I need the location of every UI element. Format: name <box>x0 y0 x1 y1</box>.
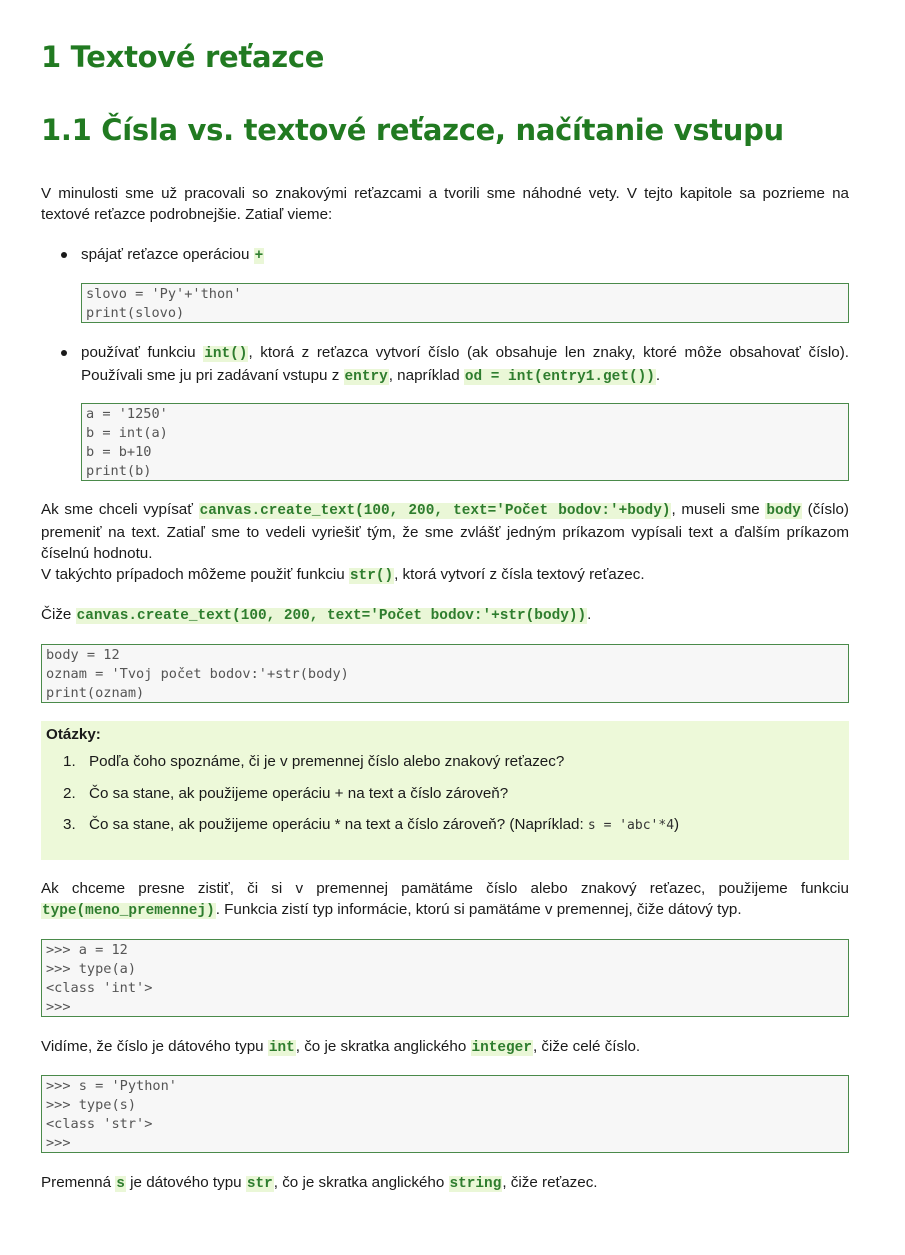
section-heading: 1.1 Čísla vs. textové reťazce, načítanie vstupu <box>41 113 784 147</box>
inline-code: int <box>268 1040 295 1056</box>
intro-paragraph: V minulosti sme už pracovali so znakovými reťazcami a tvorili sme náhodné vety. V tejto kapitole sa pozrieme na textové reťazce podrobnejšie. Zatiaľ vieme: <box>41 185 849 223</box>
paragraph: Premenná s je dátového typu str, čo je skratka anglického string, čiže reťazec. <box>41 1174 598 1192</box>
paragraph: Vidíme, že číslo je dátového typu int, čo je skratka anglického integer, čiže celé číslo. <box>41 1038 641 1056</box>
inline-code: s <box>116 1176 125 1192</box>
bullet-icon <box>61 350 67 356</box>
paragraph: V takýchto prípadoch môžeme použiť funkciu str(), ktorá vytvorí z čísla textový reťazec. <box>41 566 645 584</box>
inline-code: canvas.create_text(100, 200, text='Počet bodov:'+str(body)) <box>76 608 587 624</box>
inline-code: string <box>449 1176 502 1192</box>
code-block: body = 12 oznam = 'Tvoj počet bodov:'+str(body) print(oznam) <box>41 644 849 703</box>
paragraph: Čiže canvas.create_text(100, 200, text='Počet bodov:'+str(body)). <box>41 606 592 624</box>
inline-code: int() <box>204 346 248 362</box>
question-item: 1. Podľa čoho spoznáme, či je v premennej číslo alebo znakový reťazec? <box>63 753 565 770</box>
list-item: používať funkciu int(), ktorá z reťazca vytvorí číslo (ak obsahuje len znaky, ktoré môže obsahovať číslo). Používali sme ju pri zadávaní vstupu z entry, napríklad od = int(entry1.get()). <box>61 342 849 386</box>
inline-code: od = int(entry1.get()) <box>464 369 655 385</box>
questions-title: Otázky: <box>46 726 101 743</box>
inline-code: type(meno_premennej) <box>42 903 215 919</box>
inline-code: str() <box>349 568 394 584</box>
list-item: spájať reťazce operáciou + <box>61 244 849 266</box>
code-block: a = '1250' b = int(a) b = b+10 print(b) <box>81 403 849 481</box>
code-block: >>> s = 'Python' >>> type(s) <class 'str'> >>> <box>41 1075 849 1153</box>
inline-code: s = 'abc'*4 <box>587 818 675 833</box>
question-item: 2. Čo sa stane, ak použijeme operáciu + na text a číslo zároveň? <box>63 785 509 802</box>
question-item: 3. Čo sa stane, ak použijeme operáciu * na text a číslo zároveň? (Napríklad: s = 'abc'*4) <box>63 816 680 833</box>
inline-code: canvas.create_text(100, 200, text='Počet bodov:'+body) <box>199 503 671 519</box>
chapter-heading: 1 Textové reťazce <box>41 40 325 74</box>
bullet-icon <box>61 252 67 258</box>
paragraph: Ak chceme presne zistiť, či si v premennej pamätáme číslo alebo znakový reťazec, použijeme funkciu type(meno_premennej). Funkcia zistí typ informácie, ktorú si pamätáme v premennej, čiže dátový typ. <box>41 880 849 919</box>
inline-code: body <box>766 503 801 519</box>
inline-code: str <box>246 1176 273 1192</box>
code-block: >>> a = 12 >>> type(a) <class 'int'> >>> <box>41 939 849 1017</box>
inline-code: + <box>254 248 264 264</box>
paragraph: Ak sme chceli vypísať canvas.create_text(100, 200, text='Počet bodov:'+body), museli sme body (číslo) premeniť na text. Zatiaľ sme to vedeli vyriešiť tým, že sme zvlášť jedným príkazom vypísali text a ďalším príkazom číselnú hodnotu. <box>41 501 849 562</box>
inline-code: integer <box>471 1040 532 1056</box>
inline-code: entry <box>344 369 388 385</box>
questions-box <box>41 721 849 860</box>
code-block: slovo = 'Py'+'thon' print(slovo) <box>81 283 849 323</box>
